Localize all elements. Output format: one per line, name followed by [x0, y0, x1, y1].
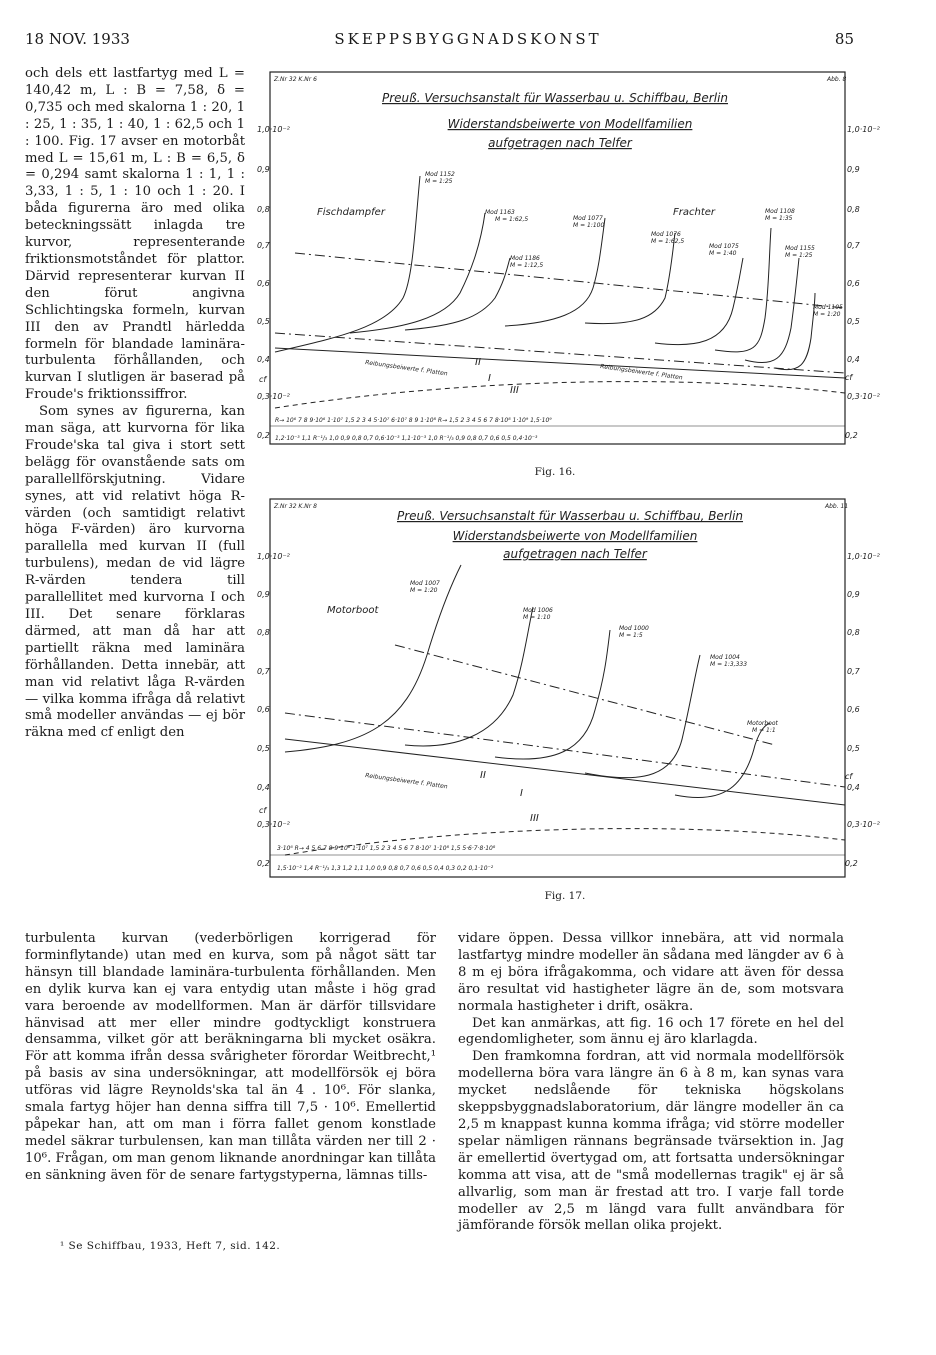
y-ticks-right [845, 125, 881, 440]
y-ticks-left [257, 125, 291, 440]
drawing-number: Z.Nr 32 K.Nr 6 [274, 76, 317, 83]
model-scale: M = 1:20 [813, 311, 841, 318]
model-scale: M = 1:40 [709, 250, 737, 257]
y-ticks-right [845, 552, 881, 868]
x-ticks-top: R→ 10⁶ 7 8 9·10⁶ 1·10⁷ 1,5 2 3 4 5·10⁷ 6·10⁷ 8 9 1·10⁸ R→ 1,5 2 3 4 5 6 7 8·10⁸ 1·10⁹ 1,5·10⁹ [275, 417, 552, 424]
model-scale: M = 1:100 [573, 222, 605, 229]
curve-label: Reibungsbeiwerte f. Platten [599, 363, 683, 382]
figure-17 [255, 495, 880, 885]
model-label: Mod 1163 [485, 209, 515, 216]
model-label: Mod 1004 [710, 654, 740, 661]
plot-title: Preuß. Versuchsanstalt für Wasserbau u. Schiffbau, Berlin [396, 509, 744, 523]
curve-numeral: II [480, 770, 486, 781]
model-label: Mod 1186 [510, 255, 540, 262]
plot-subtitle: Widerstandsbeiwerte von Modellfamilien [452, 529, 698, 543]
cf-symbol: cf [845, 373, 853, 382]
journal-title: SKEPPSBYGGNADSKONST [334, 30, 602, 48]
page-number: 85 [834, 30, 854, 48]
curve [775, 293, 815, 370]
curve [275, 176, 420, 352]
y-tick: 0,5 [847, 744, 860, 753]
model-label: M = 1:62,5 [495, 216, 529, 223]
figure-16-plot [255, 68, 880, 458]
model-label: Mod 1077 [573, 215, 603, 222]
model-scale: M = 1:12,5 [510, 262, 544, 269]
model-scale: M = 1:1 [752, 727, 776, 734]
y-tick: 0,2 [257, 859, 270, 868]
curve [495, 630, 610, 759]
model-scale: M = 1:62,5 [651, 238, 685, 245]
group-label: Fischdampfer [317, 207, 385, 218]
model-label: Mod 1007 [410, 580, 440, 587]
y-tick: 0,4 [847, 783, 860, 792]
y-tick: 0,6 [257, 705, 270, 714]
x-ticks-top: 3·10⁶ R→ 4 5 6 7 8 9·10⁶ 1·10⁷ 1,5 2 3 4 5 6 7 8·10⁷ 1·10⁸ 1,5 5·6·7·8·10⁸ [277, 845, 496, 852]
y-ticks-left [257, 552, 291, 868]
model-label: Mod 1152 [425, 171, 455, 178]
model-curves [285, 565, 770, 798]
figure-16-caption: Fig. 16. [534, 466, 576, 478]
plot-title: Preuß. Versuchsanstalt für Wasserbau u. Schiffbau, Berlin [381, 91, 729, 105]
narrow-column [25, 66, 245, 742]
curve [585, 655, 700, 778]
model-label: Mod 1075 [709, 243, 739, 250]
y-tick: 1,0·10⁻² [847, 125, 880, 134]
x-ticks-bottom: 1,5·10⁻² 1,4 R⁻¹/₃ 1,3 1,2 1,1 1,0 0,9 0,8 0,7 0,6 0,5 0,4 0,3 0,2 0,1·10⁻² [277, 865, 494, 872]
curve-III [275, 382, 845, 408]
model-label: Mod 1105 [813, 304, 843, 311]
friction-curves [275, 253, 845, 408]
paragraph: Den framkomna fordran, att vid normala modellförsök modellerna böra vara längre än 6 à 8 m, kan synas vara mycket nedslående för tekniska högskolans skeppsbyggnadslaboratorium, där längre modeller än ca 2,5 m knappast kunna komma ifråga; vid större modeller spelar nämligen rännans begränsade tvärsektion in. Jag är emellertid övertygad om, att fortsatta undersökningar komma att visa, att de "små modellernas tragik" ej är så allvarlig, som man är frestad att tro. I varje fall torde modeller av 2,5 m längd vara fullt användbara för jämförande försök mellan olika projekt. [458, 1049, 844, 1234]
y-tick: 0,2 [845, 431, 858, 440]
group-label: Frachter [673, 207, 716, 218]
paragraph: och dels ett lastfartyg med L = 140,42 m, L : B = 7,58, δ = 0,735 och med skalorna 1 : 20, 1 : 25, 1 : 35, 1 : 40, 1 : 62,5 och 1 : 100. Fig. 17 avser en motorbåt med L = 15,61 m, L : B = 6,5, δ = 0,294 samt skalorna 1 : 1, 1 : 3,33, 1 : 5, 1 : 10 och 1 : 20. I båda figurerna äro med olika beteckningssätt inlagda tre kurvor, representerande friktionsmotståndet för plattor. Därvid representerar kurvan II den förut angivna Schlichtingska formeln, kurvan III den av Prandtl härledda formeln för blandade laminära-turbulenta förhållanden, och kurvan I slutligen är baserad på Froude's friktionssiffror. [25, 66, 245, 403]
model-scale: M = 1:35 [765, 215, 793, 222]
y-tick: 0,6 [847, 279, 860, 288]
y-tick: 0,2 [257, 431, 270, 440]
y-tick: 0,3·10⁻² [847, 820, 880, 829]
model-label: Motorboot [747, 720, 778, 727]
y-tick: 0,9 [847, 165, 860, 174]
figure-label: Abb. 11 [825, 503, 849, 510]
model-scale: M = 1:3,333 [710, 661, 748, 668]
curve [585, 233, 675, 324]
figure-label: Abb. 8 [827, 76, 847, 83]
model-label: Mod 1108 [765, 208, 795, 215]
y-tick: 0,5 [257, 744, 270, 753]
y-tick: 0,3·10⁻² [257, 820, 290, 829]
curve-numeral: III [530, 813, 539, 824]
model-scale: M = 1:25 [425, 178, 453, 185]
running-date: 18 NOV. 1933 [25, 30, 130, 48]
model-scale: M = 1:5 [619, 632, 643, 639]
x-ticks-bottom: 1,2·10⁻³ 1,1 R⁻¹/₃ 1,0 0,9 0,8 0,7 0,6·10⁻³ 1,1·10⁻³ 1,0 R⁻¹/₃ 0,9 0,8 0,7 0,6 0,5 0,4·10⁻³ [275, 435, 538, 442]
model-label: Mod 1076 [651, 231, 681, 238]
y-tick: 1,0·10⁻² [257, 552, 290, 561]
paragraph: Det kan anmärkas, att fig. 16 och 17 förete en hel del egendomligheter, som ännu ej äro klarlagda. [458, 1015, 844, 1048]
y-tick: 0,5 [847, 317, 860, 326]
y-tick: 0,4 [847, 355, 860, 364]
y-tick: 0,8 [257, 628, 270, 637]
curve-label: Reibungsbeiwerte f. Platten [364, 359, 448, 378]
paragraph: Som synes av figurerna, kan man säga, att kurvorna för lika Froude'ska tal giva i stort sett belägg för ovanstående sats om parallellförskjutning. Vidare synes, att vid relativt höga R-värden (och samtidigt relativt höga F-värden) äro kurvorna parallella med kurvan II (full turbulens), medan de vid lägre R-värden tendera till parallellitet med kurvorna I och III. Det senare förklaras därmed, att man då har att partiellt räkna med laminära förhållanden. Detta innebär, att man vid relativt låga R-värden — vilka komma ifråga då relativt små modeller användas — ej bör räkna med cf enligt den [25, 404, 245, 741]
figure-17-caption: Fig. 17. [544, 890, 586, 902]
y-tick: 0,9 [257, 165, 270, 174]
plot-subtitle-2: aufgetragen nach Telfer [488, 136, 632, 150]
curve-label: Reibungsbeiwerte f. Platten [364, 772, 448, 791]
paragraph: vidare öppen. Dessa villkor innebära, att vid normala lastfartyg mindre modeller än sådana med längder av 6 à 8 m ej böra ifrågakomma, och vidare att även för dessa äro resultat vid hastigheter lägre än de, som motsvara normala hastigheter i drift, osäkra. [458, 931, 844, 1014]
y-tick: 1,0·10⁻² [847, 552, 880, 561]
friction-curves [285, 645, 845, 855]
model-scale: M = 1:10 [523, 614, 551, 621]
figure-17-plot [255, 495, 880, 885]
left-column [25, 931, 436, 1185]
y-tick: 0,8 [257, 205, 270, 214]
y-tick: 0,6 [257, 279, 270, 288]
curve-numeral: II [475, 357, 481, 368]
curve [655, 258, 743, 345]
model-scale: M = 1:25 [785, 252, 813, 259]
footnote: ¹ Se Schiffbau, 1933, Heft 7, sid. 142. [60, 1240, 281, 1252]
y-tick: 1,0·10⁻² [257, 125, 290, 134]
y-tick: 0,9 [257, 590, 270, 599]
y-tick: 0,9 [847, 590, 860, 599]
curve [505, 218, 605, 326]
model-label: Mod 1000 [619, 625, 649, 632]
model-label: Mod 1006 [523, 607, 553, 614]
model-scale: M = 1:20 [410, 587, 438, 594]
y-tick: 0,2 [845, 859, 858, 868]
curve [295, 253, 845, 308]
y-tick: 0,8 [847, 205, 860, 214]
group-label: Motorboot [327, 605, 379, 616]
y-tick: 0,3·10⁻² [847, 392, 880, 401]
y-tick: 0,3·10⁻² [257, 392, 290, 401]
plot-subtitle-2: aufgetragen nach Telfer [503, 547, 647, 561]
model-label: Mod 1155 [785, 245, 815, 252]
y-tick: 0,5 [257, 317, 270, 326]
y-tick: 0,8 [847, 628, 860, 637]
plot-subtitle: Widerstandsbeiwerte von Modellfamilien [447, 117, 693, 131]
y-tick: 0,7 [847, 241, 860, 250]
y-tick: 0,6 [847, 705, 860, 714]
y-tick: 0,7 [257, 241, 270, 250]
y-tick: 0,7 [257, 667, 270, 676]
paragraph: turbulenta kurvan (vederbörligen korrigerad för forminflytande) utan med en kurva, som på något sätt tar hänsyn till blandade laminära-turbulenta förhållanden. Men en dylik kurva kan ej vara entydig utan måste i hög grad vara beroende av modellformen. Man är därför tillsvidare hänvisad att mer eller mindre godtyckligt konstruera densamma, vilket gör att beräkningarna bli mycket osäkra. För att komma ifrån dessa svårigheter förordar Weitbrecht,¹ på basis av sina undersökningar, att modellförsök ej böra utföras vid lägre Reynolds'ska tal än 4 . 10⁶. För slanka, smala fartyg höjer han denna siffra till 7,5 · 10⁶. Emellertid påpekar han, att om man i förra fallet genom konstlade medel säkrar turbulensen, kan man tillåta värden ner till 2 · 10⁶. Frågan, om man genom liknande anordningar kan tillåta en sänkning även för de senare fartygstyperna, lämnas tills- [25, 931, 436, 1183]
cf-symbol: cf [259, 806, 267, 815]
model-curves [275, 176, 815, 370]
y-tick: 0,7 [847, 667, 860, 676]
y-tick: 0,4 [257, 783, 270, 792]
curve-numeral: III [510, 385, 519, 396]
curve-numeral: I [520, 788, 523, 799]
curve-numeral: I [488, 373, 491, 384]
figure-16 [255, 68, 880, 458]
curve [350, 213, 485, 333]
y-tick: 0,4 [257, 355, 270, 364]
model-labels [410, 580, 778, 734]
cf-symbol: cf [259, 375, 267, 384]
model-labels [425, 171, 843, 318]
drawing-number: Z.Nr 32 K.Nr 8 [274, 503, 317, 510]
right-column [458, 931, 844, 1235]
cf-symbol: cf [845, 772, 853, 781]
